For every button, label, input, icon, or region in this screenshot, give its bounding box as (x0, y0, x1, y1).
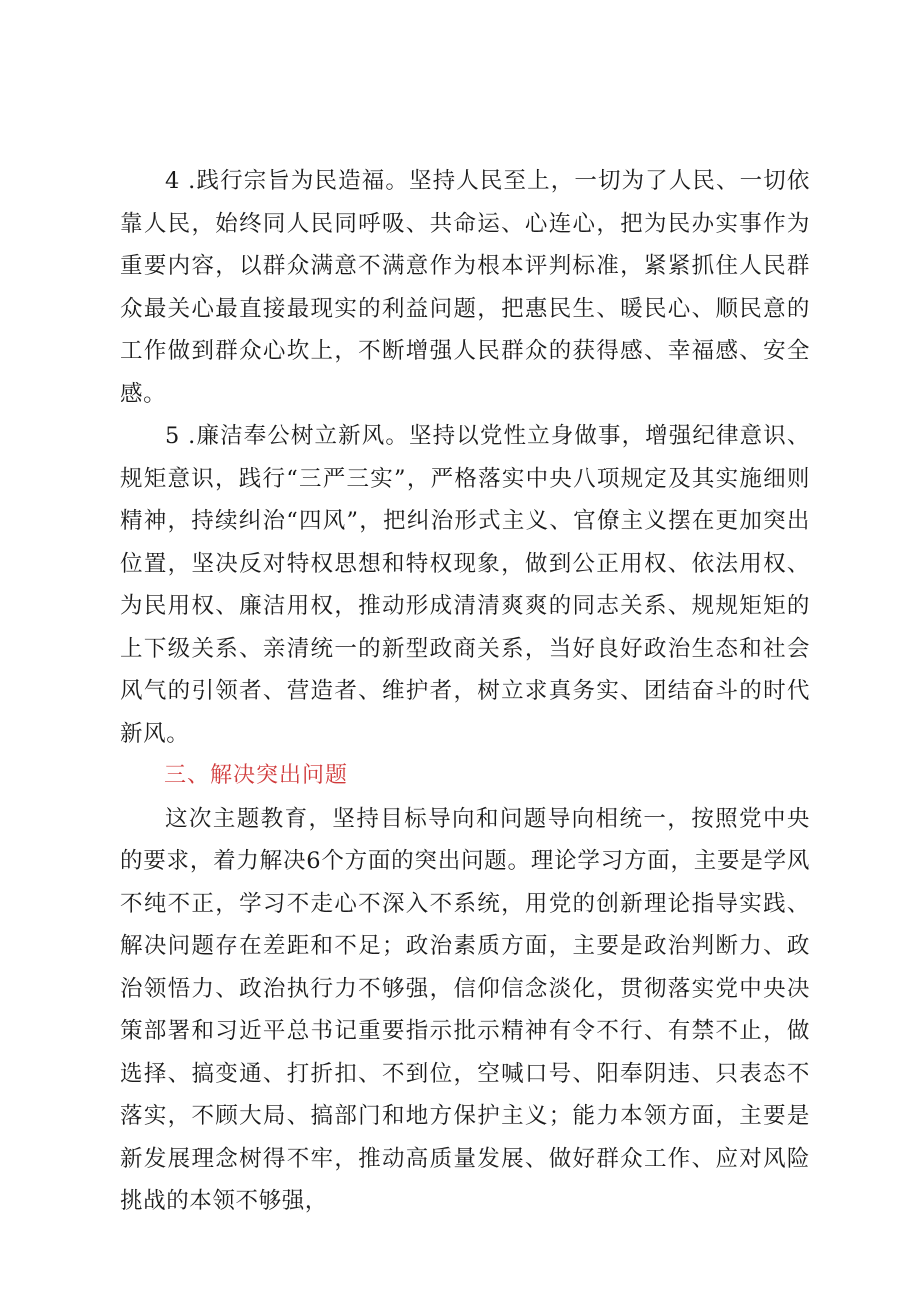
paragraph-issues: 这次主题教育，坚持目标导向和问题导向相统一，按照党中央的要求，着力解决6个方面的突出问题。理论学习方面，主要是学风不纯不正，学习不走心不深入不系统，用党的创新理论指导实践、解决问题存在差距和不足；政治素质方面，主要是政治判断力、政治领悟力、政治执行力不够强，信仰信念淡化，贯彻落实党中央决策部署和习近平总书记重要指示批示精神有令不行、有禁不止，做选择、搞变通、打折扣、不到位，空喊口号、阳奉阴违、只表态不落实，不顾大局、搞部门和地方保护主义；能力本领方面，主要是新发展理念树得不牢，推动高质量发展、做好群众工作、应对风险挑战的本领不够强， (120, 805, 810, 1214)
section-heading: 三、解决突出问题 (164, 763, 349, 788)
paragraph-item-5: 5 .廉洁奉公树立新风。坚持以党性立身做事，增强纪律意识、规矩意识，践行“三严三实”，严格落实中央八项规定及其实施细则精神，持续纠治“四风”，把纠治形式主义、官僚主义摆在更加突出位置，坚决反对特权思想和特权现象，做到公正用权、依法用权、为民用权、廉洁用权，推动形成清清爽爽的同志关系、规规矩矩的上下级关系、亲清统一的新型政商关系，当好良好政治生态和社会风气的引领者、营造者、维护者，树立求真务实、团结奋斗的时代新风。 (120, 423, 810, 747)
document-body (120, 160, 810, 1223)
paragraph-item-4: 4 .践行宗旨为民造福。坚持人民至上，一切为了人民、一切依靠人民，始终同人民同呼吸、共命运、心连心，把为民办实事作为重要内容，以群众满意不满意作为根本评判标准，紧紧抓住人民群众最关心最直接最现实的利益问题，把惠民生、暖民心、顺民意的工作做到群众心坎上，不断增强人民群众的获得感、幸福感、安全感。 (120, 168, 810, 407)
